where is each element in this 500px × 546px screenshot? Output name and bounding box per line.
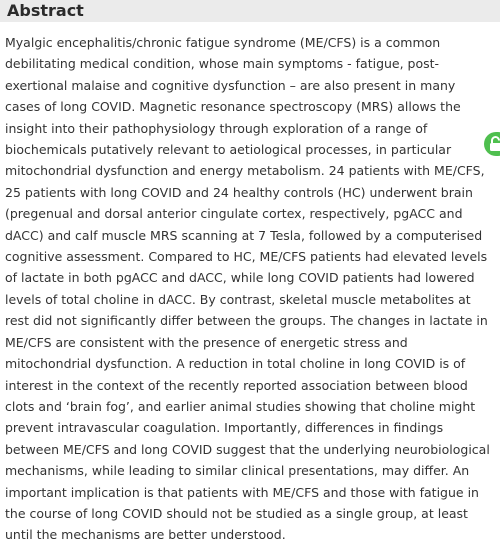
abstract-heading: Abstract xyxy=(7,1,84,20)
abstract-text: Myalgic encephalitis/chronic fatigue syndrome (ME/CFS) is a common debilitating medical condition, whose main symptoms - fatigue, post-exertional malaise and cognitive dysfunction – are also present in many cases of long COVID. Magnetic resonance spectroscopy (MRS) allows the insight into their pathophysiology through exploration of a range of biochemicals putatively relevant to aetiological processes, in particular mitochondrial dysfunction and energy metabolism. 24 patients with ME/CFS, 25 patients with long COVID and 24 healthy controls (HC) underwent brain (pregenual and dorsal anterior cingulate cortex, respectively, pgACC and dACC) and calf muscle MRS scanning at 7 Tesla, followed by a computerised cognitive assessment. Compared to HC, ME/CFS patients had elevated levels of lactate in both pgACC and dACC, while long COVID patients had lowered levels of total choline in dACC. By contrast, skeletal muscle metabolites at rest did not significantly differ between the groups. The changes in lactate in ME/CFS are consistent with the presence of energetic stress and mitochondrial dysfunction. A reduction in total choline in long COVID is of interest in the context of the recently reported association between blood clots and ‘brain fog’, and earlier animal studies showing that choline might prevent intravascular coagulation. Importantly, differences in findings between ME/CFS and long COVID suggest that the underlying neurobiological mechanisms, while leading to similar clinical presentations, may differ. An important implication is that patients with ME/CFS and those with fatigue in the course of long COVID should not be studied as a single group, at least until the mechanisms are better understood. xyxy=(5,35,490,543)
abstract-heading-bar xyxy=(0,0,500,22)
lock-open-icon xyxy=(489,136,500,152)
